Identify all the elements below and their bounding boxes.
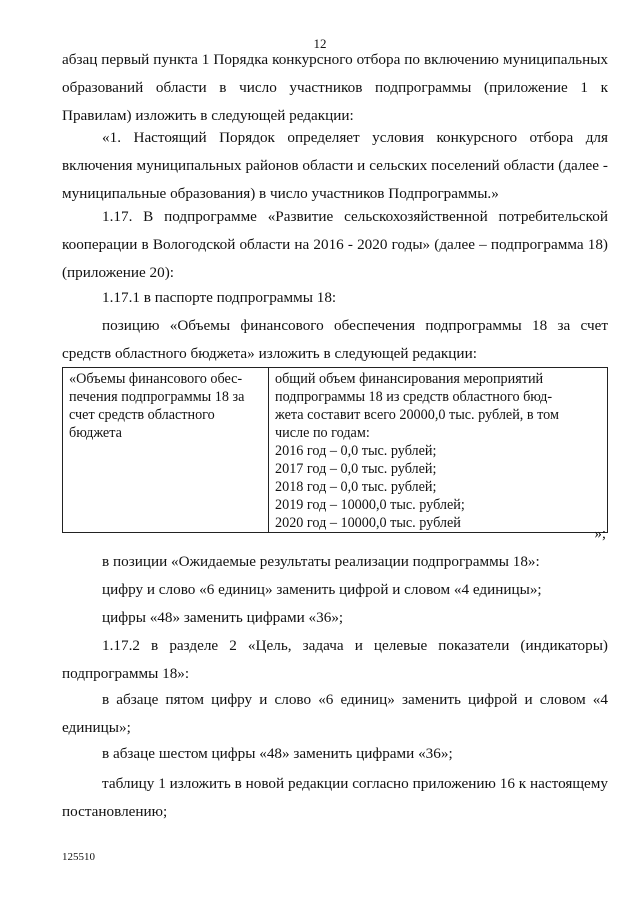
table-right-line: числе по годам: (275, 425, 370, 441)
funding-table (62, 367, 608, 533)
table-right-line: 2018 год – 0,0 тыс. рублей; (275, 479, 437, 495)
table-cell-value (269, 368, 608, 533)
paragraph-sixth: в абзаце шестом цифры «48» заменить цифрами «36»; (102, 745, 453, 762)
table-right-line: 2016 год – 0,0 тыс. рублей; (275, 443, 437, 459)
table-right-line: 2020 год – 10000,0 тыс. рублей (275, 515, 461, 531)
table-right-line: 2017 год – 0,0 тыс. рублей; (275, 461, 437, 477)
paragraph-quote: «1. Настоящий Порядок определяет условия конкурсного отбора для включения муниципальных районов области и сельских поселений области (далее - муниципальные образования) в число участников Подпрограммы.» (62, 129, 608, 202)
table-closing-quote: »; (594, 526, 606, 542)
paragraph-1-17: 1.17. В подпрограмме «Развитие сельскохозяйственной потребительской кооперации в Вологодской области на 2016 - 2020 годы» (далее – подпрограмма 18) (приложение 20): (62, 208, 608, 281)
table-right-line: общий объем финансирования мероприятий (275, 371, 544, 387)
paragraph-1-17-1: 1.17.1 в паспорте подпрограммы 18: (102, 289, 337, 306)
paragraph-1-17-2: 1.17.2 в разделе 2 «Цель, задача и целевые показатели (индикаторы) подпрограммы 18»: (62, 637, 608, 682)
table-left-line: счет средств областного (69, 407, 215, 423)
paragraph-table-1: таблицу 1 изложить в новой редакции согласно приложению 16 к настоящему постановлению; (62, 775, 608, 820)
table-left-line: бюджета (69, 425, 122, 441)
table-right-line: жета составит всего 20000,0 тыс. рублей, в том (275, 407, 559, 423)
paragraph-position: позицию «Объемы финансового обеспечения подпрограммы 18 за счет средств областного бюджета» изложить в следующей редакции: (62, 317, 608, 362)
footer-code: 125510 (62, 851, 95, 863)
paragraph-fifth: в абзаце пятом цифру и слово «6 единиц» заменить цифрой и словом «4 единицы»; (62, 691, 608, 736)
paragraph-digits: цифры «48» заменить цифрами «36»; (102, 609, 344, 626)
table-cell-label (63, 368, 269, 533)
table-left-line: «Объемы финансового обес- (69, 371, 243, 387)
paragraph-units: цифру и слово «6 единиц» заменить цифрой и словом «4 единицы»; (102, 581, 542, 598)
table-right-line: подпрограммы 18 из средств областного бюд- (275, 389, 553, 405)
table-left-line: печения подпрограммы 18 за (69, 389, 245, 405)
paragraph-results: в позиции «Ожидаемые результаты реализации подпрограммы 18»: (102, 553, 540, 570)
paragraph-intro: абзац первый пункта 1 Порядка конкурсного отбора по включению муниципальных образований области в число участников подпрограммы (приложение 1 к Правилам) изложить в следующей редакции: (62, 51, 608, 124)
table-right-line: 2019 год – 10000,0 тыс. рублей; (275, 497, 465, 513)
table-row (63, 368, 608, 533)
page-number: 12 (313, 36, 327, 51)
